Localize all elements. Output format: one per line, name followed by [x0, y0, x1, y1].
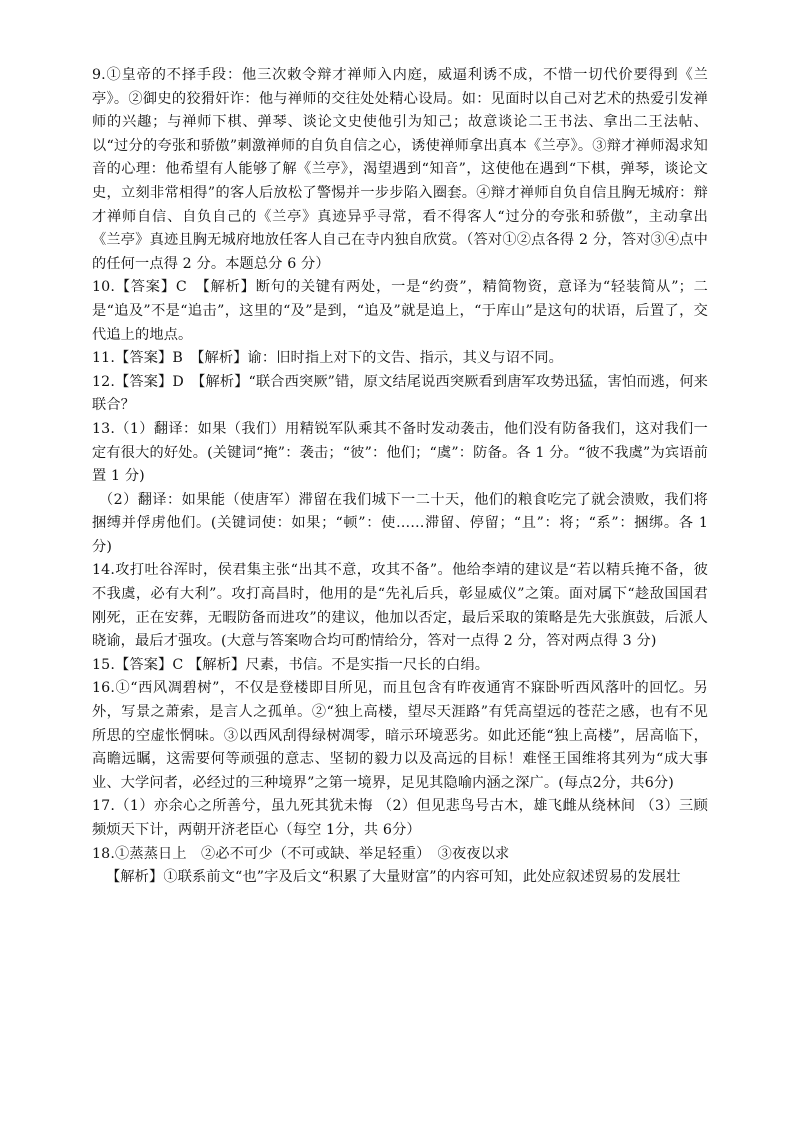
answer-page	[92, 64, 708, 890]
answer-15: 15.【答案】C 【解析】尺素，书信。不是实指一尺长的白绢。	[92, 656, 490, 673]
answer-9: 9.①皇帝的不择手段：他三次敕令辩才禅师入内庭，威逼利诱不成，不惜一切代价要得到《兰亭》。②御史的狡猾奸诈：他与禅师的交往处处精心设局。如：见面时以自己对艺术的热爱引发禅师的兴趣；与禅师下棋、弹琴、谈论文史使他引为知己；故意谈论二王书法、拿出二王法帖、以“过分的夸张和骄傲”刺激禅师的自负自信之心，诱使禅师拿出真本《兰亭》。③辩才禅师渴求知音的心理：他希望有人能够了解《兰亭》，渴望遇到“知音”，这使他在遇到“下棋，弹琴，谈论文史，立刻非常相得”的客人后放松了警惕并一步步陷入圈套。④辩才禅师自负自信且胸无城府：辩才禅师自信、自负自己的《兰亭》真迹异乎寻常，看不得客人“过分的夸张和骄傲”，主动拿出《兰亭》真迹且胸无城府地放任客人自己在寺内独自欣赏。（答对①②点各得 2 分，答对③④点中的任何一点得 2 分。本题总分 6 分）	[92, 67, 708, 272]
answer-13-part1: 13.（1）翻译：如果（我们）用精锐军队乘其不备时发动袭击，他们没有防备我们，这对我们一定有很大的好处。(关键词“掩”：袭击；“彼”：他们；“虞”：防备。各 1 分。“彼不我虞”为宾语前置 1 分)	[92, 420, 708, 485]
answer-14: 14.攻打吐谷浑时，侯君集主张“出其不意，攻其不备”。他给李靖的建议是“若以精兵掩不备，彼不我虞，必有大利”。攻打高昌时，他用的是“先礼后兵，彰显威仪”之策。面对属下“趁敌国国君刚死，正在安葬，无暇防备而进攻”的建议，他加以否定，最后采取的策略是先大张旗鼓，后派人晓谕，最后才强攻。(大意与答案吻合均可酌情给分，答对一点得 2 分，答对两点得 3 分)	[92, 562, 708, 650]
answer-13-part2: （2）翻译：如果能（使唐军）滞留在我们城下一二十天，他们的粮食吃完了就会溃败，我们将捆缚并俘虏他们。(关键词使：如果；“顿”：使……滞留、停留；“且”：将；“系”：捆绑。各 1 分)	[92, 491, 708, 555]
answer-11: 11.【答案】B 【解析】谕：旧时指上对下的文告、指示，其义与诏不同。	[92, 350, 563, 367]
answer-10: 10.【答案】C 【解析】断句的关键有两处，一是“约赍”，精简物资，意译为“轻装简从”；二是“追及”不是“追击”，这里的“及”是到，“追及”就是追上，“于库山”是这句的状语，后置了，交代追上的地点。	[92, 279, 708, 343]
answer-17: 17.（1）亦余心之所善兮，虽九死其犹未悔 （2）但见悲鸟号古木，雄飞雌从绕林间 （3）三顾频烦天下计，两朝开济老臣心（每空 1分，共 6分）	[92, 798, 708, 838]
answer-12: 12.【答案】D 【解析】“联合西突厥”错，原文结尾说西突厥看到唐军攻势迅猛，害怕而逃，何来联合？	[92, 373, 708, 414]
answer-16: 16.①“西风凋碧树”，不仅是登楼即目所见，而且包含有昨夜通宵不寐卧听西风落叶的回忆。另外，写景之萧索，是言人之孤单。②“独上高楼，望尽天涯路”有凭高望远的苍茫之感，也有不见所思的空虚怅惘味。③以西风刮得绿树凋零，暗示环境恶劣。如此还能“独上高楼”，居高临下，高瞻远瞩，这需要何等顽强的意志、坚韧的毅力以及高远的目标！难怪王国维将其列为“成大事业、大学问者，必经过的三种境界”之第一境界，足见其隐喻内涵之深广。(每点2分，共6分)	[92, 680, 708, 791]
answer-18-analysis: 【解析】①联系前文“也”字及后文“积累了大量财富”的内容可知，此处应叙述贸易的发展壮	[106, 869, 681, 886]
answer-18: 18.①蒸蒸日上 ②必不可少（不可或缺、举足轻重） ③夜夜以求	[92, 845, 510, 862]
